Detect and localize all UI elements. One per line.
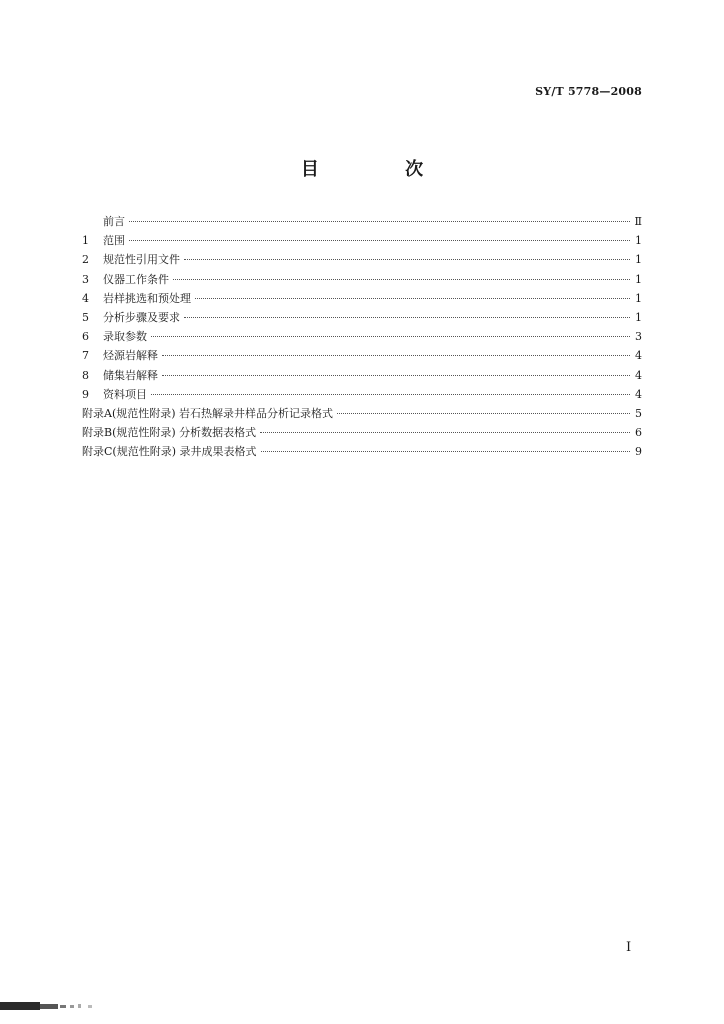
toc-entry-1[interactable] [82, 231, 642, 250]
entry-page: 4 [635, 349, 642, 363]
toc-entry-appendix-a[interactable] [82, 404, 642, 423]
entry-number: 4 [82, 291, 89, 305]
dot-leader [184, 259, 630, 260]
entry-number: 7 [82, 349, 89, 363]
entry-number: 9 [82, 387, 89, 401]
toc-entry-9[interactable] [82, 385, 642, 404]
toc-entry-2[interactable] [82, 250, 642, 269]
dot-leader [173, 279, 630, 280]
toc-entry-5[interactable] [82, 308, 642, 327]
page-number: I [626, 940, 632, 955]
entry-title: 前言 [103, 215, 125, 228]
dot-leader [129, 240, 630, 241]
entry-number: 1 [82, 234, 89, 248]
entry-title: 录取参数 [103, 330, 147, 344]
toc-entry-4[interactable] [82, 289, 642, 308]
entry-page: 4 [635, 387, 642, 401]
entry-title: 附录B(规范性附录) 分析数据表格式 [82, 426, 257, 440]
dot-leader [261, 451, 631, 452]
entry-number: 6 [82, 330, 89, 344]
entry-title: 仪器工作条件 [103, 272, 169, 286]
dot-leader [260, 432, 630, 433]
dot-leader [129, 221, 630, 222]
entry-number: 2 [82, 253, 89, 267]
toc-title: 目 次 [300, 159, 464, 180]
entry-page: 1 [635, 291, 642, 305]
dot-leader [195, 298, 630, 299]
dot-leader [184, 317, 630, 318]
entry-page: 1 [635, 234, 642, 248]
entry-number: 8 [82, 368, 89, 382]
entry-page: 1 [635, 253, 642, 267]
entry-number: 5 [82, 310, 89, 324]
dot-leader [162, 375, 630, 376]
toc-entry-7[interactable] [82, 346, 642, 365]
toc-entry-3[interactable] [82, 270, 642, 289]
scan-artifact [0, 996, 105, 1014]
entry-title: 资料项目 [103, 387, 147, 401]
entry-title: 附录C(规范性附录) 录井成果表格式 [82, 445, 257, 459]
toc-entry-appendix-b[interactable] [82, 423, 642, 442]
entry-page: 9 [635, 445, 642, 459]
entry-page: 1 [635, 310, 642, 324]
entry-title: 范围 [103, 234, 125, 248]
dot-leader [337, 413, 630, 414]
dot-leader [151, 336, 630, 337]
entry-page: Ⅱ [634, 215, 642, 228]
entry-page: 6 [635, 426, 642, 440]
toc-entry-8[interactable] [82, 366, 642, 385]
dot-leader [162, 355, 630, 356]
entry-page: 4 [635, 368, 642, 382]
document-code: SY/T 5778—2008 [535, 85, 642, 98]
entry-title: 附录A(规范性附录) 岩石热解录井样品分析记录格式 [82, 406, 334, 420]
entry-title: 烃源岩解释 [103, 349, 158, 363]
entry-title: 岩样挑选和预处理 [103, 291, 191, 305]
toc-list [82, 212, 642, 461]
entry-page: 3 [635, 330, 642, 344]
toc-entry-appendix-c[interactable] [82, 442, 642, 461]
entry-number: 3 [82, 272, 89, 286]
entry-title: 分析步骤及要求 [103, 310, 180, 324]
toc-entry-6[interactable] [82, 327, 642, 346]
toc-entry-foreword[interactable] [82, 212, 642, 231]
entry-page: 1 [635, 272, 642, 286]
dot-leader [151, 394, 630, 395]
entry-title: 规范性引用文件 [103, 253, 180, 267]
entry-page: 5 [635, 406, 642, 420]
entry-title: 储集岩解释 [103, 368, 158, 382]
